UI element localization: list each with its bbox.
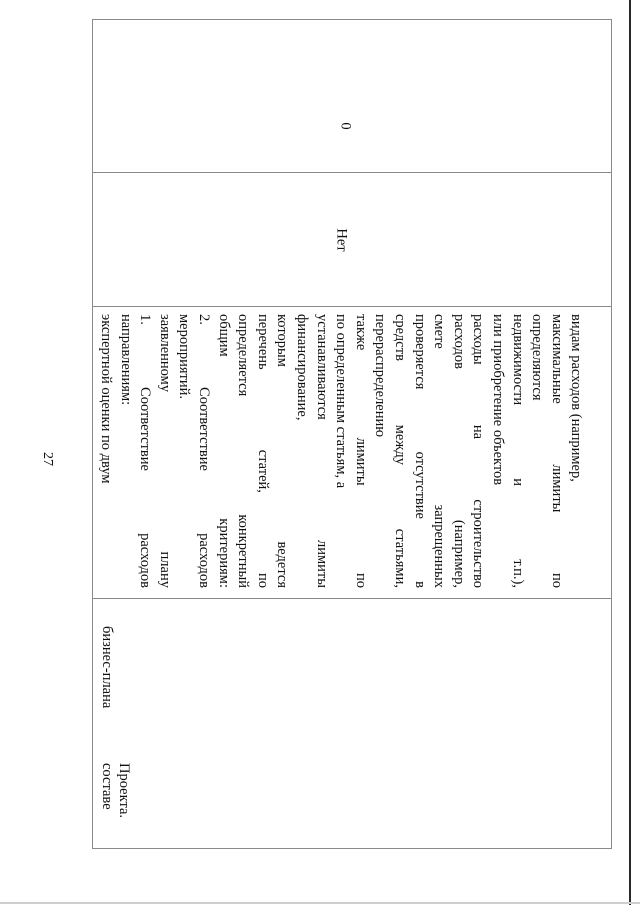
evaluation-line: экспертной оценки по двум (98, 314, 114, 484)
evaluation-line: мероприятий. (176, 314, 193, 400)
evaluation-line: или приобретение объектов (490, 314, 506, 486)
evaluation-line: перераспределению (372, 314, 389, 438)
evaluation-line: общим критериям: (215, 314, 232, 588)
evaluation-line: проверяется отсутствие в (411, 314, 428, 588)
evaluation-line: заявленному плану (156, 314, 173, 588)
evaluation-line: по определенным статьям, а (333, 314, 350, 489)
scan-edge-right (629, 0, 631, 905)
table-border-bottom (92, 848, 612, 849)
evaluation-line: недвижимости и т.п.), (509, 314, 526, 588)
table-border-right (611, 19, 612, 849)
table-border-left (92, 19, 93, 849)
evaluation-line: определяется конкретный (235, 314, 252, 588)
evaluation-line: максимальные лимиты по (548, 314, 565, 588)
evaluation-line: средств между статьями, (392, 314, 408, 588)
evaluation-line: видам расходов (например, (568, 314, 585, 482)
criteria-line: Проекта. (116, 763, 132, 819)
evaluation-line: смете запрещенных (431, 314, 448, 588)
row-divider-3 (92, 598, 612, 599)
page-number: 27 (40, 452, 55, 466)
evaluation-line: определяются (529, 314, 546, 401)
answer-value: Нет (333, 228, 350, 252)
evaluation-line: перечень статей, по (254, 314, 271, 588)
evaluation-line: которым ведется (274, 314, 291, 588)
evaluation-line: расходы на строительство (470, 314, 487, 588)
evaluation-line: финансирование, (294, 314, 310, 421)
criteria-line: составе (99, 763, 115, 810)
row-divider-2 (92, 306, 612, 307)
evaluation-line: направлениям: (117, 314, 134, 406)
evaluation-line: устанавливаются лимиты (313, 314, 330, 588)
row-divider-1 (92, 172, 612, 173)
evaluation-line: 2. Соответствие расходов (196, 314, 212, 588)
evaluation-line: расходов (например, (450, 314, 467, 588)
criteria-text-right: бизнес-плана (99, 626, 115, 709)
evaluation-line: 1. Соответствие расходов (137, 314, 154, 588)
score-value: 0 (337, 122, 354, 130)
evaluation-line: также лимиты по (352, 314, 369, 588)
scan-edge-bottom (0, 902, 640, 904)
table-border-top (92, 19, 612, 20)
